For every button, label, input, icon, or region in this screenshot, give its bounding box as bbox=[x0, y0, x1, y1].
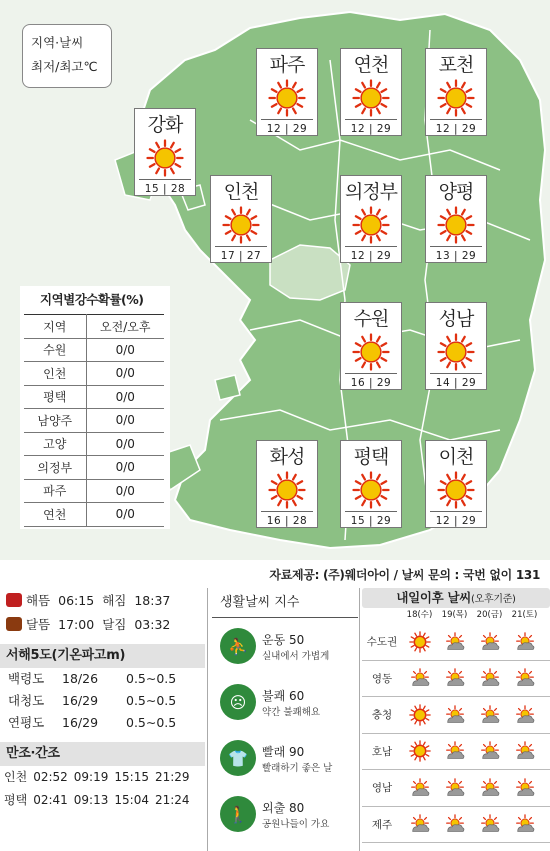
temp-high: 29 bbox=[376, 515, 392, 527]
tide-location: 평택 bbox=[4, 793, 28, 807]
rain-value: 0/0 bbox=[86, 385, 164, 409]
rain-value: 0/0 bbox=[86, 479, 164, 503]
forecast-column bbox=[362, 588, 550, 843]
tide-time: 09:19 bbox=[73, 770, 109, 784]
city-name: 이천 bbox=[438, 446, 474, 468]
moonset-time: 03:32 bbox=[134, 616, 171, 632]
tide-title: 만조·간조 bbox=[0, 742, 205, 766]
table-row bbox=[24, 362, 164, 386]
divider bbox=[359, 588, 360, 851]
table-row bbox=[0, 712, 205, 734]
city-name: 포천 bbox=[438, 54, 474, 76]
sun-cloud-icon bbox=[402, 777, 437, 799]
city-name: 양평 bbox=[438, 181, 474, 203]
sun-cloud-icon bbox=[507, 740, 542, 762]
table-row bbox=[24, 503, 164, 527]
sunrise-time: 06:15 bbox=[58, 592, 95, 608]
exercise-icon: ⛹ bbox=[220, 628, 256, 664]
temp-low: 15 bbox=[144, 183, 160, 195]
island-name: 연평도 bbox=[8, 715, 45, 730]
temp-high: 29 bbox=[292, 123, 308, 135]
sun-cloud-icon bbox=[472, 813, 507, 835]
tide-time: 21:29 bbox=[154, 770, 190, 784]
table-row bbox=[0, 789, 205, 812]
divider bbox=[207, 588, 208, 851]
legend-line-1: 지역·날씨 bbox=[31, 35, 84, 50]
temp-high: 29 bbox=[461, 377, 477, 389]
rain-region: 평택 bbox=[24, 385, 86, 409]
sun-icon bbox=[268, 79, 306, 117]
city-card bbox=[134, 108, 196, 196]
city-card bbox=[425, 175, 487, 263]
city-card bbox=[340, 48, 402, 136]
temp-high: 27 bbox=[246, 250, 262, 262]
sun-cloud-icon bbox=[472, 667, 507, 689]
forecast-row bbox=[362, 624, 550, 661]
temp-low: 13 bbox=[435, 250, 451, 262]
forecast-day: 20(금) bbox=[476, 610, 503, 620]
rain-value: 0/0 bbox=[86, 503, 164, 527]
forecast-row bbox=[362, 807, 550, 844]
sun-icon bbox=[268, 471, 306, 509]
wave-height: 0.5∼0.5 bbox=[126, 715, 177, 730]
table-row bbox=[24, 385, 164, 409]
forecast-region: 호남 bbox=[371, 745, 393, 758]
island-temp: 18/26 bbox=[62, 671, 99, 686]
temp-low: 14 bbox=[435, 377, 451, 389]
rain-region: 수원 bbox=[24, 338, 86, 362]
forecast-days bbox=[362, 608, 550, 624]
city-name: 인천 bbox=[223, 181, 259, 203]
life-index-name: 빨래 90 bbox=[262, 744, 305, 759]
life-index-column bbox=[212, 588, 358, 842]
rain-value: 0/0 bbox=[86, 432, 164, 456]
forecast-day: 21(토) bbox=[511, 610, 538, 620]
city-card bbox=[425, 48, 487, 136]
temp-low: 12 bbox=[435, 515, 451, 527]
sunrise-icon bbox=[6, 593, 22, 607]
city-temps: 16 | 28 bbox=[261, 511, 313, 527]
forecast-region: 충청 bbox=[371, 709, 393, 722]
city-name: 평택 bbox=[353, 446, 389, 468]
forecast-region: 수도권 bbox=[366, 636, 398, 649]
tide-time: 02:41 bbox=[33, 793, 68, 807]
island-name: 대청도 bbox=[8, 693, 45, 708]
life-index-name: 운동 50 bbox=[262, 632, 305, 647]
rain-region: 의정부 bbox=[24, 456, 86, 480]
table-row bbox=[0, 668, 205, 690]
island bbox=[215, 375, 240, 400]
tide-time: 02:52 bbox=[33, 770, 68, 784]
forecast-region: 영동 bbox=[371, 672, 393, 685]
sun-cloud-icon bbox=[472, 631, 507, 653]
forecast-row bbox=[362, 697, 550, 734]
temp-high: 29 bbox=[461, 250, 477, 262]
city-card bbox=[256, 440, 318, 528]
sun-icon bbox=[402, 740, 437, 762]
life-index-desc: 빨래하기 좋은 날 bbox=[262, 762, 333, 774]
sunset-time: 18:37 bbox=[134, 592, 171, 608]
discomfort-icon: ☹ bbox=[220, 684, 256, 720]
rain-region: 고양 bbox=[24, 432, 86, 456]
moonrise-icon bbox=[6, 617, 22, 631]
sun-cloud-icon bbox=[402, 813, 437, 835]
table-row bbox=[24, 338, 164, 362]
city-temps: 13 | 29 bbox=[430, 246, 482, 262]
city-temps: 12 | 29 bbox=[345, 246, 397, 262]
temp-low: 12 bbox=[266, 123, 282, 135]
rain-value: 0/0 bbox=[86, 456, 164, 480]
city-card bbox=[340, 175, 402, 263]
temp-low: 12 bbox=[350, 123, 366, 135]
temp-high: 29 bbox=[376, 377, 392, 389]
temp-high: 29 bbox=[461, 123, 477, 135]
sunset-label: 해짐 bbox=[102, 593, 127, 608]
rain-header-ampm: 오전/오후 bbox=[86, 315, 164, 339]
tide-time: 09:13 bbox=[73, 793, 109, 807]
life-index-desc: 공원나들이 가요 bbox=[262, 818, 330, 830]
city-name: 의정부 bbox=[344, 181, 398, 203]
sun-cloud-icon bbox=[437, 813, 472, 835]
temp-low: 15 bbox=[350, 515, 366, 527]
sun-cloud-icon bbox=[437, 704, 472, 726]
table-row bbox=[24, 432, 164, 456]
city-temps: 12 | 29 bbox=[345, 119, 397, 135]
island-temp: 16/29 bbox=[62, 693, 99, 708]
temp-high: 29 bbox=[376, 123, 392, 135]
forecast-row bbox=[362, 770, 550, 807]
sun-cloud-icon bbox=[472, 740, 507, 762]
table-row bbox=[24, 409, 164, 433]
rain-header-region: 지역 bbox=[24, 315, 86, 339]
forecast-day: 19(목) bbox=[441, 610, 468, 620]
life-index-item bbox=[212, 618, 358, 674]
life-index-item bbox=[212, 674, 358, 730]
sun-icon bbox=[222, 206, 260, 244]
tide-table bbox=[0, 766, 205, 812]
forecast-region: 제주 bbox=[371, 818, 393, 831]
sun-cloud-icon bbox=[507, 704, 542, 726]
city-card bbox=[256, 48, 318, 136]
moonrise-label: 달뜸 bbox=[26, 617, 51, 632]
seas-title: 서해5도(기온파고m) bbox=[0, 644, 205, 668]
forecast-subtitle: (오후기준) bbox=[471, 594, 516, 605]
city-temps: 12 | 29 bbox=[261, 119, 313, 135]
sun-cloud-icon bbox=[507, 667, 542, 689]
temp-low: 16 bbox=[266, 515, 282, 527]
forecast-day: 18(수) bbox=[406, 610, 433, 620]
moon-times bbox=[0, 612, 205, 636]
tide-time: 15:15 bbox=[114, 770, 149, 784]
temp-low: 17 bbox=[220, 250, 236, 262]
forecast-title: 내일이후 날씨 bbox=[396, 590, 472, 605]
wave-height: 0.5∼0.5 bbox=[126, 671, 177, 686]
sun-icon bbox=[146, 139, 184, 177]
sun-cloud-icon bbox=[437, 631, 472, 653]
sun-icon bbox=[402, 704, 437, 726]
outing-icon: 🚶 bbox=[220, 796, 256, 832]
sun-times bbox=[0, 588, 205, 612]
sun-cloud-icon bbox=[507, 777, 542, 799]
temp-high: 28 bbox=[170, 183, 186, 195]
life-index-name: 외출 80 bbox=[262, 800, 305, 815]
city-temps: 15 | 29 bbox=[345, 511, 397, 527]
sun-cloud-icon bbox=[472, 777, 507, 799]
sun-icon bbox=[352, 206, 390, 244]
city-name: 파주 bbox=[269, 54, 305, 76]
city-card bbox=[340, 302, 402, 390]
table-row bbox=[24, 456, 164, 480]
moonrise-time: 17:00 bbox=[58, 616, 95, 632]
sun-icon bbox=[437, 206, 475, 244]
temp-low: 12 bbox=[435, 123, 451, 135]
legend-line-2: 최저/최고℃ bbox=[31, 59, 98, 74]
forecast-row bbox=[362, 734, 550, 771]
rain-region: 인천 bbox=[24, 362, 86, 386]
data-source: 자료제공: (주)웨더아이 / 날씨 문의 : 국번 없이 131 bbox=[269, 568, 540, 582]
forecast-row bbox=[362, 661, 550, 698]
city-name: 수원 bbox=[353, 308, 389, 330]
temp-high: 29 bbox=[461, 515, 477, 527]
bottom-panels bbox=[0, 588, 550, 851]
rain-table bbox=[24, 314, 164, 527]
sun-cloud-icon bbox=[437, 777, 472, 799]
life-index-desc: 실내에서 가볍게 bbox=[262, 650, 330, 662]
sun-icon bbox=[402, 631, 437, 653]
sun-icon bbox=[352, 471, 390, 509]
wave-height: 0.5∼0.5 bbox=[126, 693, 177, 708]
city-name: 강화 bbox=[147, 114, 183, 136]
city-temps: 16 | 29 bbox=[345, 373, 397, 389]
city-name: 화성 bbox=[269, 446, 305, 468]
city-temps: 14 | 29 bbox=[430, 373, 482, 389]
life-title: 생활날씨 지수 bbox=[212, 588, 358, 618]
island-temp: 16/29 bbox=[62, 715, 99, 730]
table-row bbox=[24, 479, 164, 503]
sun-cloud-icon bbox=[507, 813, 542, 835]
city-card bbox=[425, 302, 487, 390]
sun-cloud-icon bbox=[437, 667, 472, 689]
life-index-name: 불쾌 60 bbox=[262, 688, 305, 703]
rain-region: 연천 bbox=[24, 503, 86, 527]
life-index-item bbox=[212, 786, 358, 842]
tide-time: 15:04 bbox=[114, 793, 149, 807]
sun-icon bbox=[437, 79, 475, 117]
rain-region: 남양주 bbox=[24, 409, 86, 433]
rain-region: 파주 bbox=[24, 479, 86, 503]
city-card bbox=[425, 440, 487, 528]
life-index-item bbox=[212, 730, 358, 786]
tide-location: 인천 bbox=[4, 770, 28, 784]
temp-low: 12 bbox=[350, 250, 366, 262]
map-legend bbox=[22, 24, 112, 88]
left-column bbox=[0, 588, 205, 812]
seas-table bbox=[0, 668, 205, 734]
city-temps: 12 | 29 bbox=[430, 511, 482, 527]
rain-probability-panel bbox=[20, 286, 170, 529]
forecast-region: 영남 bbox=[371, 782, 393, 795]
sunrise-label: 해뜸 bbox=[26, 593, 51, 608]
moonset-label: 달짐 bbox=[102, 617, 127, 632]
city-temps: 17 | 27 bbox=[215, 246, 267, 262]
table-row bbox=[0, 690, 205, 712]
island-name: 백령도 bbox=[8, 671, 45, 686]
city-temps: 12 | 29 bbox=[430, 119, 482, 135]
city-card bbox=[340, 440, 402, 528]
rain-value: 0/0 bbox=[86, 338, 164, 362]
city-name: 성남 bbox=[438, 308, 474, 330]
rain-value: 0/0 bbox=[86, 409, 164, 433]
rain-title: 지역별강수확률(%) bbox=[40, 292, 144, 307]
laundry-icon: 👕 bbox=[220, 740, 256, 776]
city-name: 연천 bbox=[353, 54, 389, 76]
rain-value: 0/0 bbox=[86, 362, 164, 386]
temp-low: 16 bbox=[350, 377, 366, 389]
table-row bbox=[0, 766, 205, 789]
sun-cloud-icon bbox=[507, 631, 542, 653]
sun-cloud-icon bbox=[437, 740, 472, 762]
sun-cloud-icon bbox=[402, 667, 437, 689]
life-index-desc: 약간 불쾌해요 bbox=[262, 706, 321, 718]
temp-high: 29 bbox=[376, 250, 392, 262]
sun-icon bbox=[352, 79, 390, 117]
temp-high: 28 bbox=[292, 515, 308, 527]
sun-icon bbox=[352, 333, 390, 371]
tide-time: 21:24 bbox=[154, 793, 190, 807]
city-temps: 15 | 28 bbox=[139, 179, 191, 195]
sun-cloud-icon bbox=[472, 704, 507, 726]
city-card bbox=[210, 175, 272, 263]
forecast-header bbox=[362, 588, 550, 608]
sun-icon bbox=[437, 333, 475, 371]
sun-icon bbox=[437, 471, 475, 509]
